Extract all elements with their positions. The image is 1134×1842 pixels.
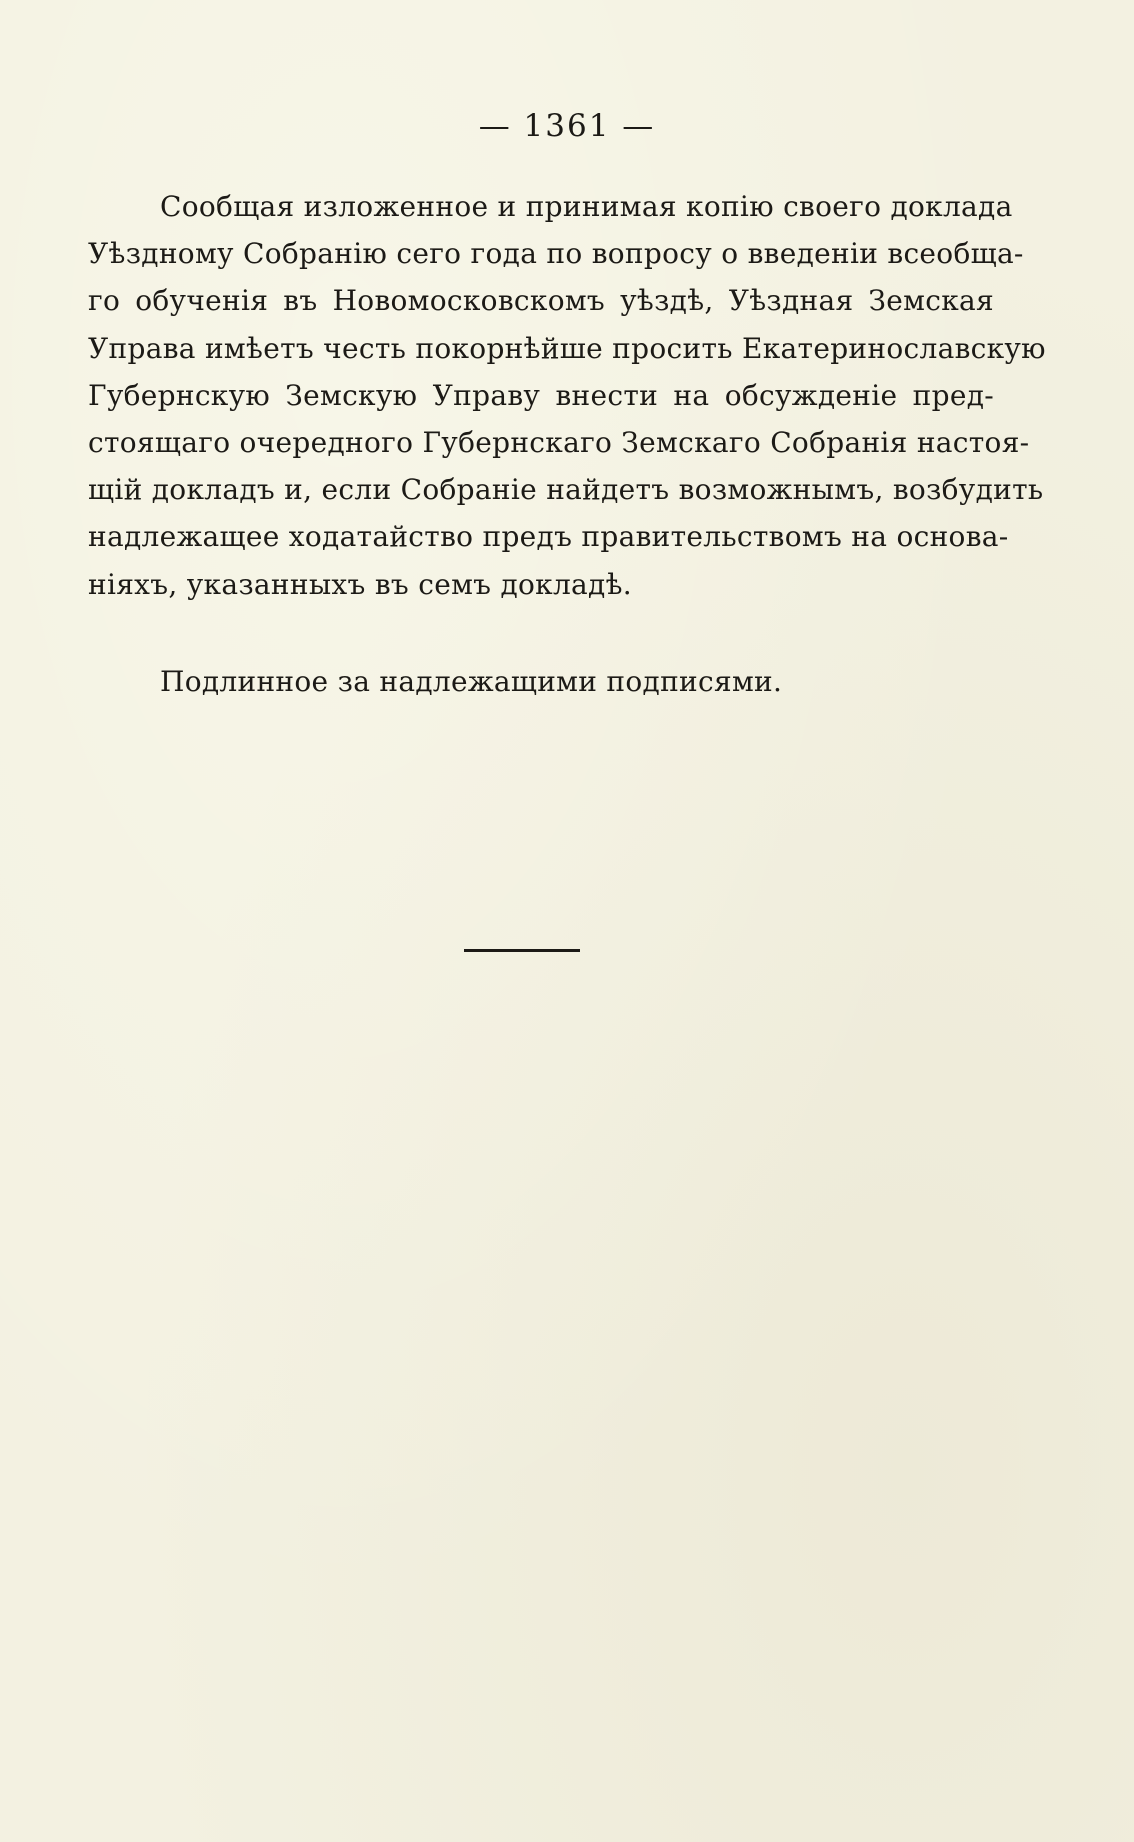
paragraph-line: ніяхъ, указанныхъ въ семъ докладѣ. xyxy=(88,567,632,601)
paragraph-line: надлежащее ходатайство предъ правительствомъ на основа- xyxy=(88,520,1009,554)
paragraph-line: Управа имѣетъ честь покорнѣйше просить Екатеринославскую xyxy=(88,331,1046,365)
paragraph-line: Уѣздному Собранію сего года по вопросу о введеніи всеобща- xyxy=(88,237,1024,271)
paragraph-line: Губернскую Земскую Управу внести на обсужденіе пред- xyxy=(88,378,994,412)
paragraph-line: стоящаго очередного Губернскаго Земскаго Собранія настоя- xyxy=(88,425,1030,459)
paragraph-line: Сообщая изложенное и принимая копію своего доклада xyxy=(160,190,1013,223)
main-paragraph xyxy=(88,183,1046,608)
paragraph-line: щій докладъ и, если Собраніе найдетъ возможнымъ, возбудить xyxy=(88,473,1044,507)
page-number: — 1361 — xyxy=(478,108,656,144)
signature-note: Подлинное за надлежащими подписями. xyxy=(160,665,783,698)
paragraph-line: го обученія въ Новомосковскомъ уѣздѣ, Уѣздная Земская xyxy=(88,284,994,318)
section-divider xyxy=(464,949,580,952)
